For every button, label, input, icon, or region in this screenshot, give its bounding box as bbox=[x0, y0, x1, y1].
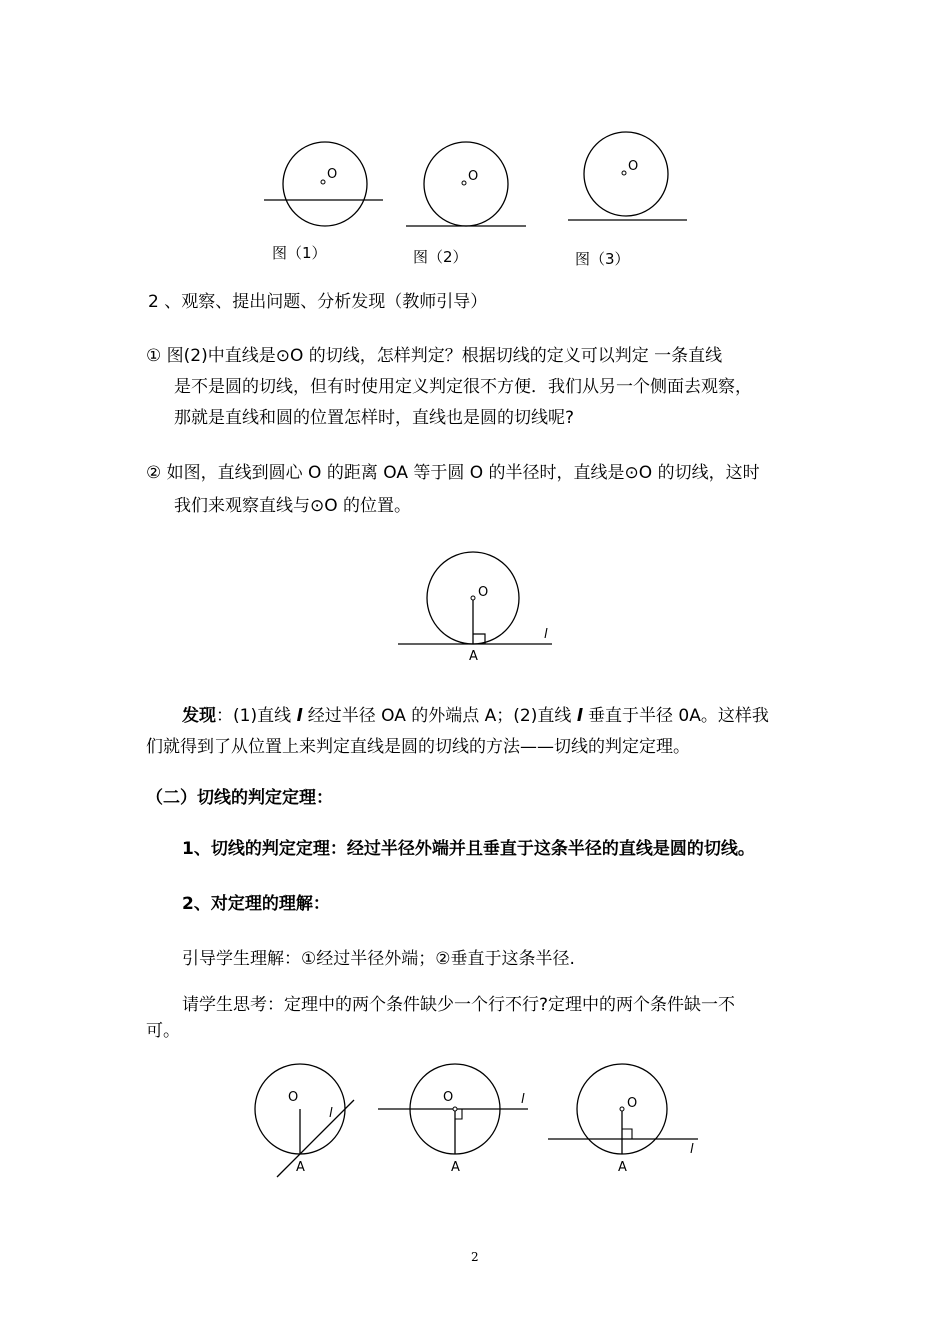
theorem-understanding-heading: 2、对定理的理解： bbox=[182, 894, 330, 914]
oblique-line-1 bbox=[277, 1100, 354, 1177]
center-dot-2 bbox=[462, 181, 466, 185]
discovery-text-c: 垂直于半径 0A。这样我 bbox=[582, 706, 769, 726]
center-label-3: O bbox=[628, 159, 639, 174]
center-dot-b2 bbox=[453, 1107, 457, 1111]
paragraph-1-line-2: 是不是圆的切线，但有时使用定义判定很不方便．我们从另一个侧面去观察， bbox=[174, 377, 752, 397]
bottom-figure-2 bbox=[378, 1064, 528, 1175]
bottom-figure-3 bbox=[548, 1064, 698, 1175]
center-dot-3 bbox=[622, 171, 626, 175]
tangent-figure bbox=[390, 540, 570, 670]
top-figures bbox=[250, 120, 710, 280]
paragraph-2-line-2: 我们来观察直线与⊙O 的位置。 bbox=[174, 496, 412, 516]
bottom-center-label-1: O bbox=[288, 1090, 299, 1105]
caption-2: 图（2） bbox=[413, 248, 468, 266]
point-label-a: A bbox=[469, 649, 478, 664]
think-line-2: 可。 bbox=[146, 1021, 180, 1041]
bottom-center-label-2: O bbox=[443, 1090, 454, 1105]
bottom-line-label-3: l bbox=[690, 1142, 694, 1157]
right-angle-mark-3 bbox=[622, 1129, 632, 1139]
part2-heading: （二）切线的判定定理： bbox=[146, 788, 333, 808]
figure-1 bbox=[264, 142, 383, 262]
discovery-line-1 bbox=[182, 701, 769, 731]
bottom-figures bbox=[250, 1055, 710, 1185]
center-dot-1 bbox=[321, 180, 325, 184]
caption-3: 图（3） bbox=[575, 250, 630, 268]
discovery-label: 发现 bbox=[182, 706, 216, 726]
center-label-1: O bbox=[327, 167, 338, 182]
paragraph-1-line-1: ① 图(2)中直线是⊙O 的切线，怎样判定？根据切线的定义可以判定 一条直线 bbox=[146, 346, 723, 366]
figure-3 bbox=[568, 132, 687, 268]
guide-text: 引导学生理解：①经过半径外端；②垂直于这条半径. bbox=[182, 949, 575, 969]
discovery-line-2: 们就得到了从位置上来判定直线是圆的切线的方法——切线的判定定理。 bbox=[146, 737, 690, 757]
center-dot bbox=[471, 596, 475, 600]
paragraph-1-line-3: 那就是直线和圆的位置怎样时，直线也是圆的切线呢? bbox=[174, 408, 575, 428]
center-label-2: O bbox=[468, 169, 479, 184]
think-line-1: 请学生思考：定理中的两个条件缺少一个行不行?定理中的两个条件缺一不 bbox=[182, 995, 736, 1015]
discovery-text-b: 经过半径 OA 的外端点 A；(2)直线 bbox=[302, 706, 577, 726]
theorem-statement: 1、切线的判定定理：经过半径外端并且垂直于这条半径的直线是圆的切线。 bbox=[182, 839, 755, 859]
circle-1 bbox=[283, 142, 367, 226]
line-symbol-2: l bbox=[576, 706, 583, 726]
caption-1: 图（1） bbox=[272, 244, 327, 262]
bottom-point-label-2: A bbox=[451, 1160, 460, 1175]
bottom-center-label-3: O bbox=[627, 1096, 638, 1111]
line-label-l: l bbox=[544, 627, 548, 642]
bottom-figure-1 bbox=[255, 1064, 354, 1177]
bottom-line-label-2: l bbox=[521, 1092, 525, 1107]
bottom-line-label-1: l bbox=[329, 1106, 333, 1121]
center-dot-b3 bbox=[620, 1107, 624, 1111]
line-symbol-1: l bbox=[296, 706, 303, 726]
paragraph-2-line-1: ② 如图，直线到圆心 O 的距离 OA 等于圆 O 的半径时，直线是⊙O 的切线，这时 bbox=[146, 463, 760, 483]
discovery-text-a: ：(1)直线 bbox=[216, 706, 297, 726]
page-number: 2 bbox=[471, 1250, 479, 1264]
center-label-o: O bbox=[478, 585, 489, 600]
figure-2 bbox=[406, 142, 526, 266]
bottom-point-label-3: A bbox=[618, 1160, 627, 1175]
bottom-point-label-1: A bbox=[296, 1160, 305, 1175]
section2-heading: 2 、观察、提出问题、分析发现（教师引导） bbox=[148, 292, 488, 312]
